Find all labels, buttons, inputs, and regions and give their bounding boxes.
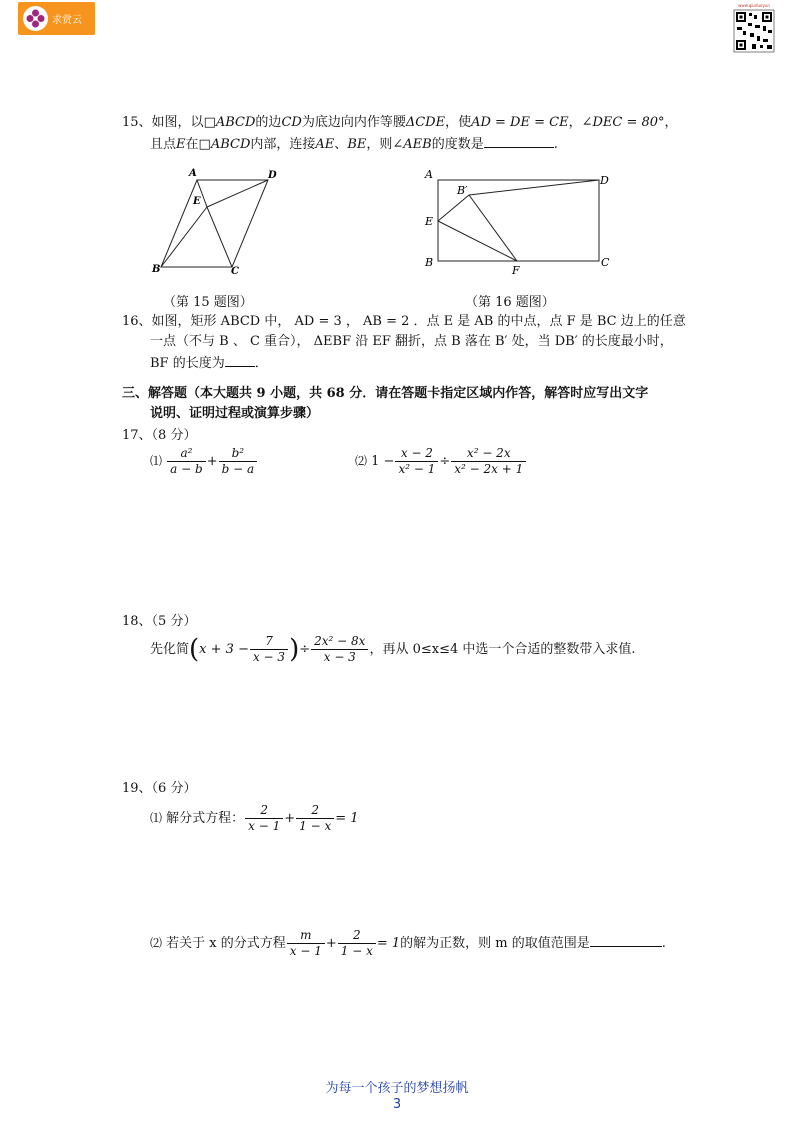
fig16-label-e: E: [425, 215, 434, 228]
q17-p2-frac2: $\frac{\text{x² − 2x}}{\text{x² − 2x + 1}}$: [451, 446, 526, 477]
q15-line1: 15、如图，以□ABCD的边CD为底边向内作等腰ΔCDE，使AD = DE = CE，∠DEC = 80°，: [122, 115, 678, 130]
q17-part2: ⑵ 1 − $\frac{x - 2}{\text{x² − 1}}$ ÷ $\frac{\text{x² − 2x}}{\text{x² − 2x + 1}}$: [355, 446, 527, 477]
q16-answer-blank: [225, 354, 255, 367]
fig15-caption: （第 15 题图）: [163, 295, 253, 310]
q15-answer-blank: [484, 135, 554, 148]
fig15-label-b: B: [152, 264, 161, 275]
q15-number: 15、: [122, 115, 152, 130]
q18-body: 先化简(x + 3 − $\frac{7}{x - 3}$ )÷ $\frac{\text{2x² − 8x}}{x - 3}$ ，再从 0≤x≤4 中选一个合适的整数带入求值.: [150, 634, 636, 665]
section3-heading-line2: 说明、证明过程或演算步骤）: [150, 406, 320, 421]
q19-header: 19、（6 分）: [122, 781, 197, 796]
figure-16: [420, 163, 620, 278]
section3-heading-line1: 三、解答题（本大题共 9 小题，共 68 分．请在答题卡指定区域内作答，解答时应写出文字: [122, 386, 649, 401]
fig16-label-d: D: [600, 174, 609, 187]
q19-part2: ⑵ 若关于 x 的分式方程 $\frac{m}{x - 1}$ + $\frac{2}{1 - x}$ = 1的解为正数，则 m 的取值范围是 .: [150, 928, 666, 958]
q18-header: 18、（5 分）: [122, 614, 197, 629]
logo-text: 求赏云: [52, 15, 82, 26]
parallelogram-symbol: □: [203, 115, 216, 130]
fig16-label-b: B: [425, 256, 434, 269]
fig15-label-e: E: [193, 196, 201, 207]
q18-frac2: $\frac{\text{2x² − 8x}}{x - 3}$: [311, 634, 368, 665]
q19-p1-frac2: $\frac{2}{1 - x}$: [296, 803, 334, 834]
fig16-label-f: F: [512, 264, 520, 277]
footer-slogan: 为每一个孩子的梦想扬帆: [325, 1081, 469, 1096]
q16-line2: 一点（不与 B 、 C 重合）， ΔEBF 沿 EF 翻折，点 B 落在 B′ 处，当 DB′ 的长度最小时，: [150, 334, 673, 349]
logo-icon: [23, 6, 48, 31]
q16-line1: 16、如图，矩形 ABCD 中， AD = 3 ， AB = 2 ．点 E 是 AB 的中点，点 F 是 BC 边上的任意: [122, 314, 686, 329]
fig15-label-a: A: [189, 168, 197, 179]
q18-frac1: $\frac{7}{x - 3}$: [250, 634, 288, 665]
q17-header: 17、（8 分）: [122, 428, 197, 443]
q19-p2-frac1: $\frac{m}{x - 1}$: [287, 928, 325, 959]
q19-part1: ⑴ 解分式方程： $\frac{2}{x - 1}$ + $\frac{2}{1 - x}$ = 1: [150, 803, 359, 833]
q19-p1-frac1: $\frac{2}{x - 1}$: [245, 803, 283, 834]
figure-15: [150, 165, 290, 280]
q16-line3: BF 的长度为 ．: [150, 356, 268, 371]
q17-p1-frac2: $\frac{\text{b²}}{b - a}$: [219, 446, 258, 477]
q17-part1: ⑴ $\frac{\text{a²}}{a - b}$ + $\frac{\text{b²}}{b - a}$: [150, 446, 258, 477]
fig16-label-a: A: [425, 168, 433, 181]
q17-p1-frac1: $\frac{\text{a²}}{a - b}$: [167, 446, 206, 477]
q16-number: 16、: [122, 314, 152, 329]
fig15-label-d: D: [268, 170, 277, 181]
qr-code-icon: [733, 3, 775, 55]
q17-p2-frac1: $\frac{x - 2}{\text{x² − 1}}$: [395, 446, 438, 477]
q19-p2-frac2: $\frac{2}{1 - x}$: [338, 928, 376, 959]
fig15-label-c: C: [231, 266, 239, 277]
fig16-caption: （第 16 题图）: [465, 295, 555, 310]
fig16-label-c: C: [601, 256, 610, 269]
page-number: 3: [392, 1097, 402, 1112]
q19-answer-blank: [590, 934, 662, 947]
fig16-label-bprime: B′: [457, 184, 468, 197]
q15-line2: 且点E在□ABCD内部，连接AE、BE，则∠AEB的度数是 .: [150, 137, 558, 152]
brand-logo: [18, 2, 95, 35]
svg-text:www.qiuduoyun: www.qiuduoyun: [738, 3, 770, 8]
